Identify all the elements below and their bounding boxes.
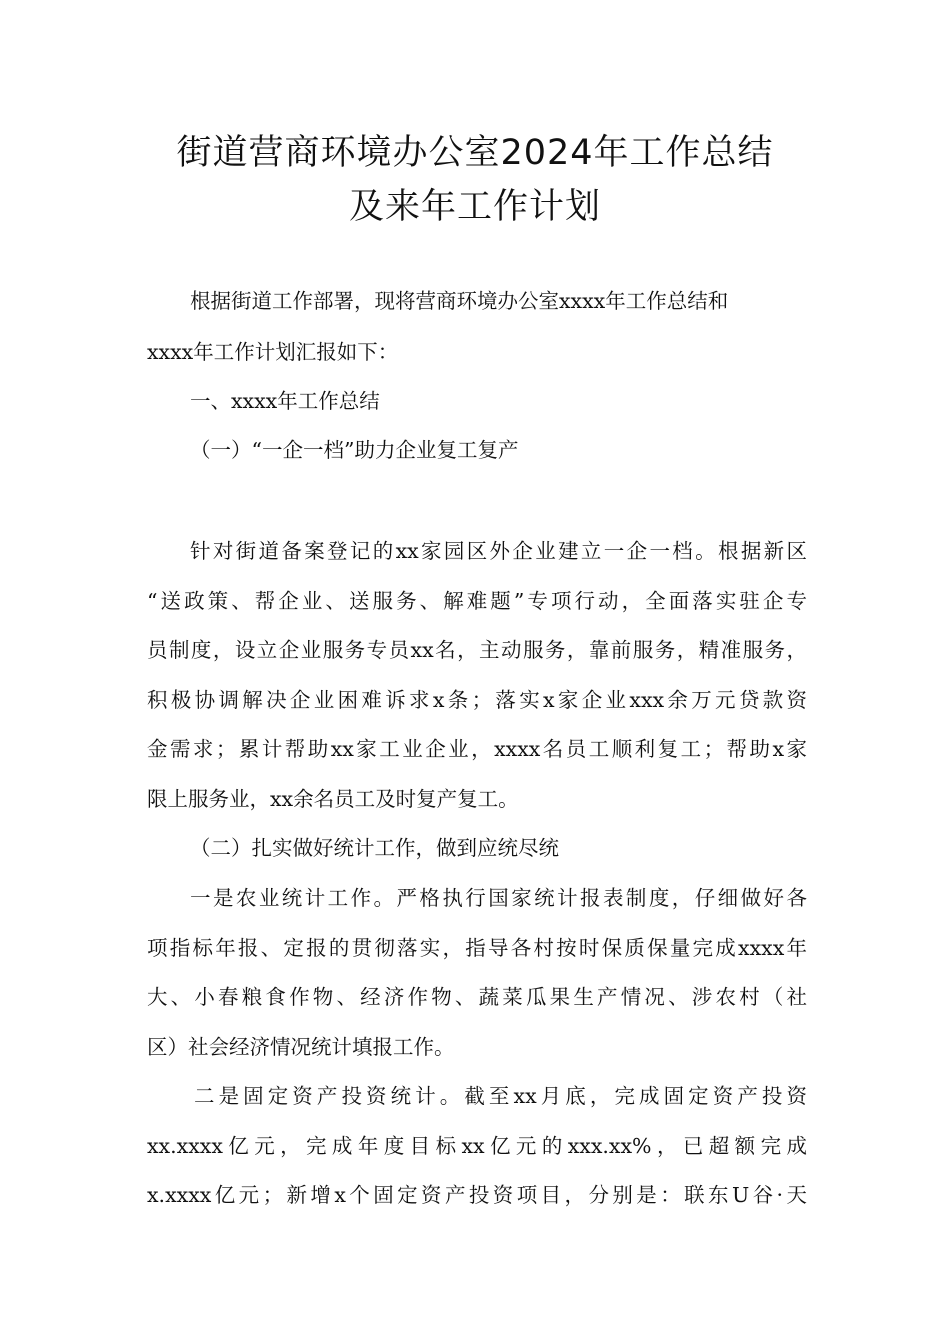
document-title-line-1: 街道营商环境办公室2024年工作总结 xyxy=(176,133,774,173)
paragraph-1-line-2: “送政策、帮企业、送服务、解难题”专项行动，全面落实驻企专 xyxy=(147,589,807,613)
paragraph-2-line-3: 大、小春粮食作物、经济作物、蔬菜瓜果生产情况、涉农村（社 xyxy=(147,985,807,1009)
paragraph-1-line-1: 针对街道备案登记的xx家园区外企业建立一企一档。根据新区 xyxy=(190,539,807,563)
paragraph-2-line-2: 项指标年报、定报的贯彻落实，指导各村按时保质保量完成xxxx年 xyxy=(147,936,807,960)
document-title-line-2: 及来年工作计划 xyxy=(348,187,601,227)
paragraph-3-line-2: xx.xxxx亿元，完成年度目标xx亿元的xxx.xx%，已超额完成 xyxy=(147,1134,807,1158)
subsection-heading-1: （一）“一企一档”助力企业复工复产 xyxy=(190,438,519,462)
paragraph-1-line-3: 员制度，设立企业服务专员xx名，主动服务，靠前服务，精准服务， xyxy=(147,638,807,662)
paragraph-intro-line-1: 根据街道工作部署，现将营商环境办公室xxxx年工作总结和 xyxy=(190,289,729,313)
paragraph-2-line-4: 区）社会经济情况统计填报工作。 xyxy=(147,1035,455,1059)
paragraph-3-line-1: 二是固定资产投资统计。截至xx月底，完成固定资产投资 xyxy=(194,1084,807,1108)
paragraph-1-line-5: 金需求；累计帮助xx家工业企业，xxxx名员工顺利复工；帮助x家 xyxy=(147,737,807,761)
paragraph-3-line-3: x.xxxx亿元；新增x个固定资产投资项目，分别是：联东U谷·天 xyxy=(147,1183,807,1207)
section-heading-1: 一、xxxx年工作总结 xyxy=(190,389,380,413)
paragraph-intro-line-2: xxxx年工作计划汇报如下： xyxy=(147,340,399,364)
paragraph-1-line-6: 限上服务业，xx余名员工及时复产复工。 xyxy=(147,787,519,811)
paragraph-2-line-1: 一是农业统计工作。严格执行国家统计报表制度，仔细做好各 xyxy=(190,886,807,910)
paragraph-1-line-4: 积极协调解决企业困难诉求x条；落实x家企业xxx余万元贷款资 xyxy=(147,688,807,712)
subsection-heading-2: （二）扎实做好统计工作，做到应统尽统 xyxy=(190,836,559,860)
